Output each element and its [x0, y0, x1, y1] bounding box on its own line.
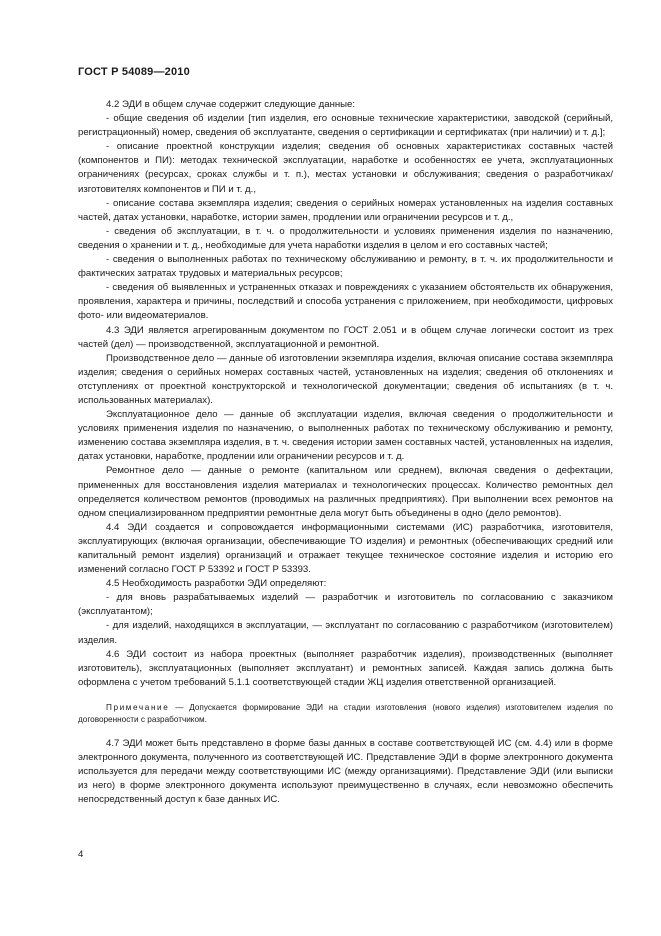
- paragraph-operation-file: Эксплуатационное дело — данные об эксплуатации изделия, включая сведения о продолжительности и условиях применения изделия по назначению, о выполненных работах по техническому обслуживанию и ремонту, изменению состава экземпляра изделия, в т. ч. сведения истории замен составных частей, установленных на изделия, датах установки, наработке, продлении или ограничении ресурсов и т. д.: [78, 409, 613, 463]
- list-item-design-description: - описание проектной конструкции изделия; сведения об основных характеристиках составных частей (компонентов и ПИ): методах технической эксплуатации, наработке и особенностях ее учета, эксплуатационных ограничениях (ресурсах, сроках службы и т. п.), местах установки и обслуживания; сведения о разработчиках/изготовителях компонентов и ПИ и т. д.,: [78, 141, 613, 195]
- list-item-instance-composition: - описание состава экземпляра изделия; сведения о серийных номерах установленных на изделия составных частей, датах установки, наработке, истории замен, продлении или ограничении ресурсов и т. д.,: [78, 197, 613, 223]
- document-header: ГОСТ Р 54089—2010: [78, 66, 190, 78]
- note-text: — Допускается формирование ЭДИ на стадии изготовления (нового изделия) изготовителем изделия по договоренности с разработчиком.: [78, 702, 613, 724]
- paragraph-repair-file: Ремонтное дело — данные о ремонте (капитальном или среднем), включая сведения о дефектации, примененных для восстановления изделия материалах и технологических процессах. Количество ремонтных дел определяется количеством ремонтов (проводимых на различных предприятиях). При выполнении всех ремонтов на одном специализированном предприятии ремонтные дела могут быть объединены в одно (дело ремонтов).: [78, 465, 613, 519]
- paragraph-production-file: Производственное дело — данные об изготовлении экземпляра изделия, включая описание состава экземпляра изделия; сведения о серийных номерах составных частей, установленных на изделия; сведения об отклонениях и отступлениях от проектной конструкторской и технологической документации; сведения об испытаниях (в т. ч. использованных материалах).: [78, 352, 613, 406]
- note: [78, 702, 613, 726]
- paragraph-4-5: 4.5 Необходимость разработки ЭДИ определяют:: [106, 578, 327, 590]
- list-item-new-products: - для вновь разрабатываемых изделий — разработчик и изготовитель по согласованию с заказчиком (эксплуатантом);: [78, 592, 613, 618]
- paragraph-4-4: 4.4 ЭДИ создается и сопровождается информационными системами (ИС) разработчика, изготовителя, эксплуатирующих (включая организации, обеспечивающие ТО изделия) и ремонтных (обеспечивающих средний или капитальный ремонт изделия) организаций и отражает текущее техническое состояние изделия и историю его изменений согласно ГОСТ Р 53392 и ГОСТ Р 53393.: [78, 521, 613, 576]
- list-item-operation-info: - сведения об эксплуатации, в т. ч. о продолжительности и условиях применения изделия по назначению, сведения о хранении и т. д., необходимые для учета наработки изделия в целом и его составных частей;: [78, 225, 613, 251]
- document-body: [78, 98, 613, 807]
- list-item-failures: - сведения об выявленных и устраненных отказах и повреждениях с указанием обстоятельств их обнаружения, проявления, характера и причины, последствий и способа устранения с приложением, при необходимости, цифровых фото- или видеоматериалов.: [78, 282, 613, 322]
- list-item-products-in-operation: - для изделий, находящихся в эксплуатации, — эксплуатант по согласованию с разработчиком (изготовителем) изделия.: [78, 620, 613, 646]
- paragraph-4-7: 4.7 ЭДИ может быть представлено в форме базы данных в составе соответствующей ИС (см. 4.4) или в форме электронного документа, полученного из соответствующей ИС. Представление ЭДИ в форме электронного документа используется для передачи между соответствующими ИС (между организациями). Представление ЭДИ (или выписки из него) в форме электронного документа используют преимущественно в случаях, если невозможно обеспечить непосредственный доступ к базе данных ИС.: [78, 737, 613, 806]
- paragraph-4-6: 4.6 ЭДИ состоит из набора проектных (выполняет разработчик изделия), производственных (выполняет изготовитель), эксплуатационных (выполняет эксплуатант) и ремонтных записей. Каждая запись должна быть оформлена с учетом требований 5.1.1 соответствующей стадии ЖЦ изделия ответственной организацией.: [78, 648, 613, 688]
- paragraph-4-2: 4.2 ЭДИ в общем случае содержит следующие данные:: [106, 99, 356, 110]
- note-label: Примечание: [106, 702, 170, 712]
- paragraph-4-3: 4.3 ЭДИ является агрегированным документом по ГОСТ 2.051 и в общем случае логически состоит из трех частей (дел) — производственной, эксплуатационной и ремонтной.: [78, 324, 613, 350]
- list-item-general-info: - общие сведения об изделии [тип изделия, его основные технические характеристики, заводской (серийный, регистрационный) номер, сведения об эксплуатанте, сведения о сертификации и сертификатах (при наличии) и т. д.];: [78, 113, 613, 139]
- list-item-maintenance-work: - сведения о выполненных работах по техническому обслуживанию и ремонту, в т. ч. их продолжительности и фактических затратах трудовых и материальных ресурсов;: [78, 254, 613, 280]
- page-number: 4: [78, 849, 84, 860]
